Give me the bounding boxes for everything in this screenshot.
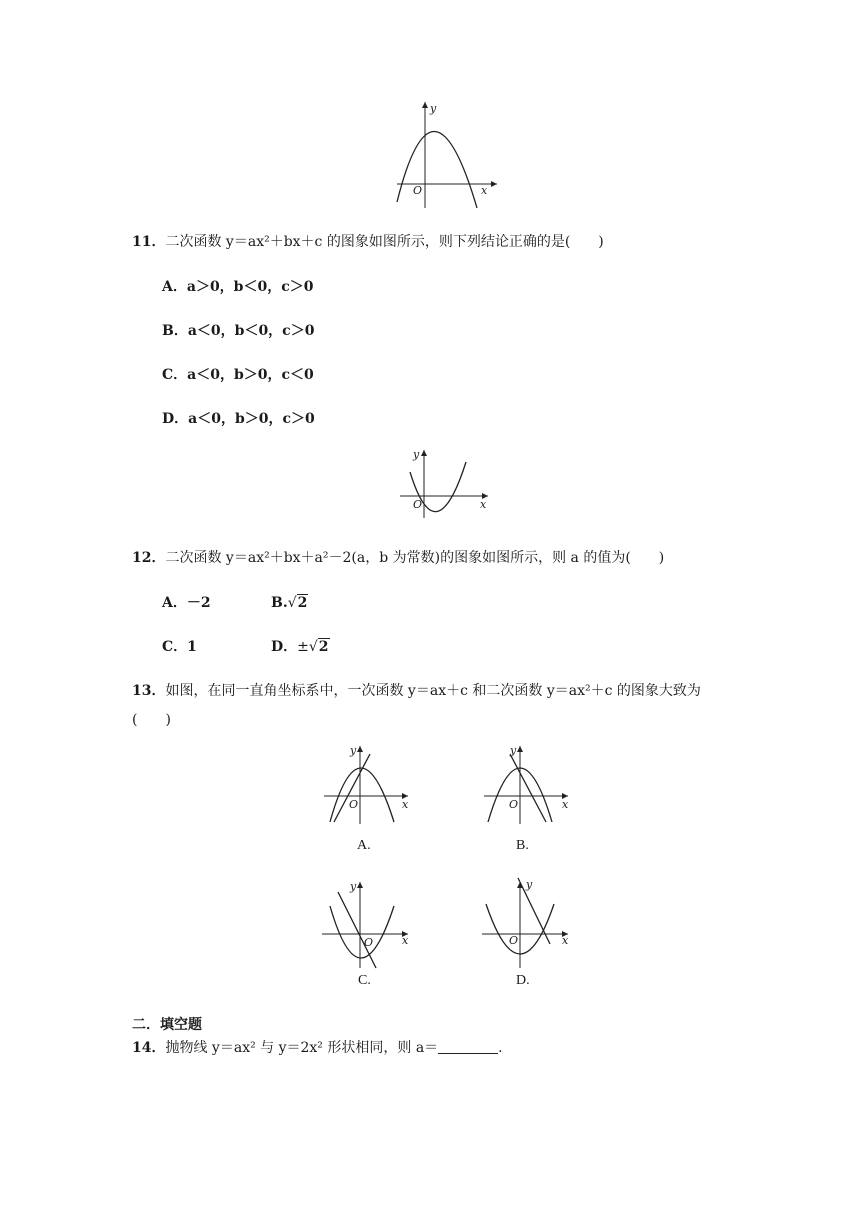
x-label: x bbox=[481, 184, 488, 197]
q13-number: 13． bbox=[132, 683, 166, 699]
q13-caption-d: D. bbox=[516, 973, 530, 988]
svg-text:y: y bbox=[510, 744, 517, 757]
svg-text:x: x bbox=[402, 798, 409, 811]
q14-stem: 14．抛物线 y＝ax² 与 y＝2x² 形状相同，则 a＝ . bbox=[132, 1040, 503, 1056]
q13-figure-d bbox=[480, 874, 576, 970]
q11-option-d[interactable]: D．a＜0，b＞0，c＞0 bbox=[162, 411, 315, 427]
svg-text:O: O bbox=[509, 798, 519, 811]
q12-stem bbox=[132, 548, 664, 568]
q12-option-c[interactable]: C．1 bbox=[162, 639, 197, 655]
q13-stem-line2: ( ) bbox=[132, 712, 171, 728]
parabola bbox=[330, 768, 394, 822]
q13-text: 如图，在同一直角坐标系中，一次函数 y＝ax＋c 和二次函数 y＝ax²＋c 的图象大致为 bbox=[165, 683, 701, 699]
q12-number: 12． bbox=[132, 550, 166, 566]
sqrt-symbol: √2 bbox=[308, 639, 329, 655]
q11-option-b[interactable]: B．a＜0，b＜0，c＞0 bbox=[162, 323, 315, 339]
svg-text:y: y bbox=[350, 744, 357, 757]
svg-text:O: O bbox=[364, 936, 374, 949]
svg-text:y: y bbox=[350, 880, 357, 893]
y-axis-arrow bbox=[421, 450, 427, 456]
answer-blank[interactable] bbox=[438, 1039, 498, 1054]
svg-text:x: x bbox=[562, 798, 569, 811]
y-label: y bbox=[413, 448, 420, 461]
q13-figure-b bbox=[480, 744, 576, 826]
q13-stem bbox=[132, 681, 701, 701]
sqrt-symbol: √2 bbox=[287, 595, 308, 611]
svg-text:x: x bbox=[402, 934, 409, 947]
svg-text:O: O bbox=[349, 798, 359, 811]
section-title: 二．填空题 bbox=[132, 1017, 202, 1033]
parabola bbox=[330, 906, 394, 958]
q12-option-b[interactable]: B.√2 bbox=[271, 595, 308, 611]
q13-caption-b: B. bbox=[516, 838, 529, 853]
origin-label: O bbox=[413, 184, 423, 197]
y-label: y bbox=[430, 102, 437, 115]
q14-number: 14． bbox=[132, 1040, 166, 1056]
line bbox=[334, 754, 370, 822]
line bbox=[510, 754, 546, 822]
q11-number: 11． bbox=[132, 234, 166, 250]
parabola bbox=[397, 131, 477, 208]
q11-stem bbox=[132, 232, 604, 252]
q11-text: 二次函数 y＝ax²＋bx＋c 的图象如图所示，则下列结论正确的是( ) bbox=[165, 234, 604, 250]
q11-option-a[interactable]: A．a＞0，b＜0，c＞0 bbox=[162, 279, 314, 295]
x-axis-arrow bbox=[491, 181, 497, 187]
q11-option-c[interactable]: C．a＜0，b＞0，c＜0 bbox=[162, 367, 314, 383]
q11-figure bbox=[393, 98, 503, 210]
q13-figure-c bbox=[320, 880, 416, 970]
q13-caption-a: A. bbox=[357, 838, 371, 853]
origin-label: O bbox=[413, 498, 423, 511]
q12-text: 二次函数 y＝ax²＋bx＋a²－2(a，b 为常数)的图象如图所示，则 a 的值为( ) bbox=[165, 550, 665, 566]
svg-text:y: y bbox=[526, 878, 533, 891]
q12-option-d[interactable]: D．±√2 bbox=[271, 639, 329, 655]
y-axis-arrow bbox=[422, 102, 428, 108]
q12-option-a[interactable]: A．－2 bbox=[162, 595, 211, 611]
svg-text:O: O bbox=[509, 934, 519, 947]
q13-caption-c: C. bbox=[358, 973, 371, 988]
svg-text:x: x bbox=[562, 934, 569, 947]
x-label: x bbox=[480, 498, 487, 511]
q12-figure bbox=[398, 446, 494, 522]
q13-figure-a bbox=[320, 744, 416, 826]
